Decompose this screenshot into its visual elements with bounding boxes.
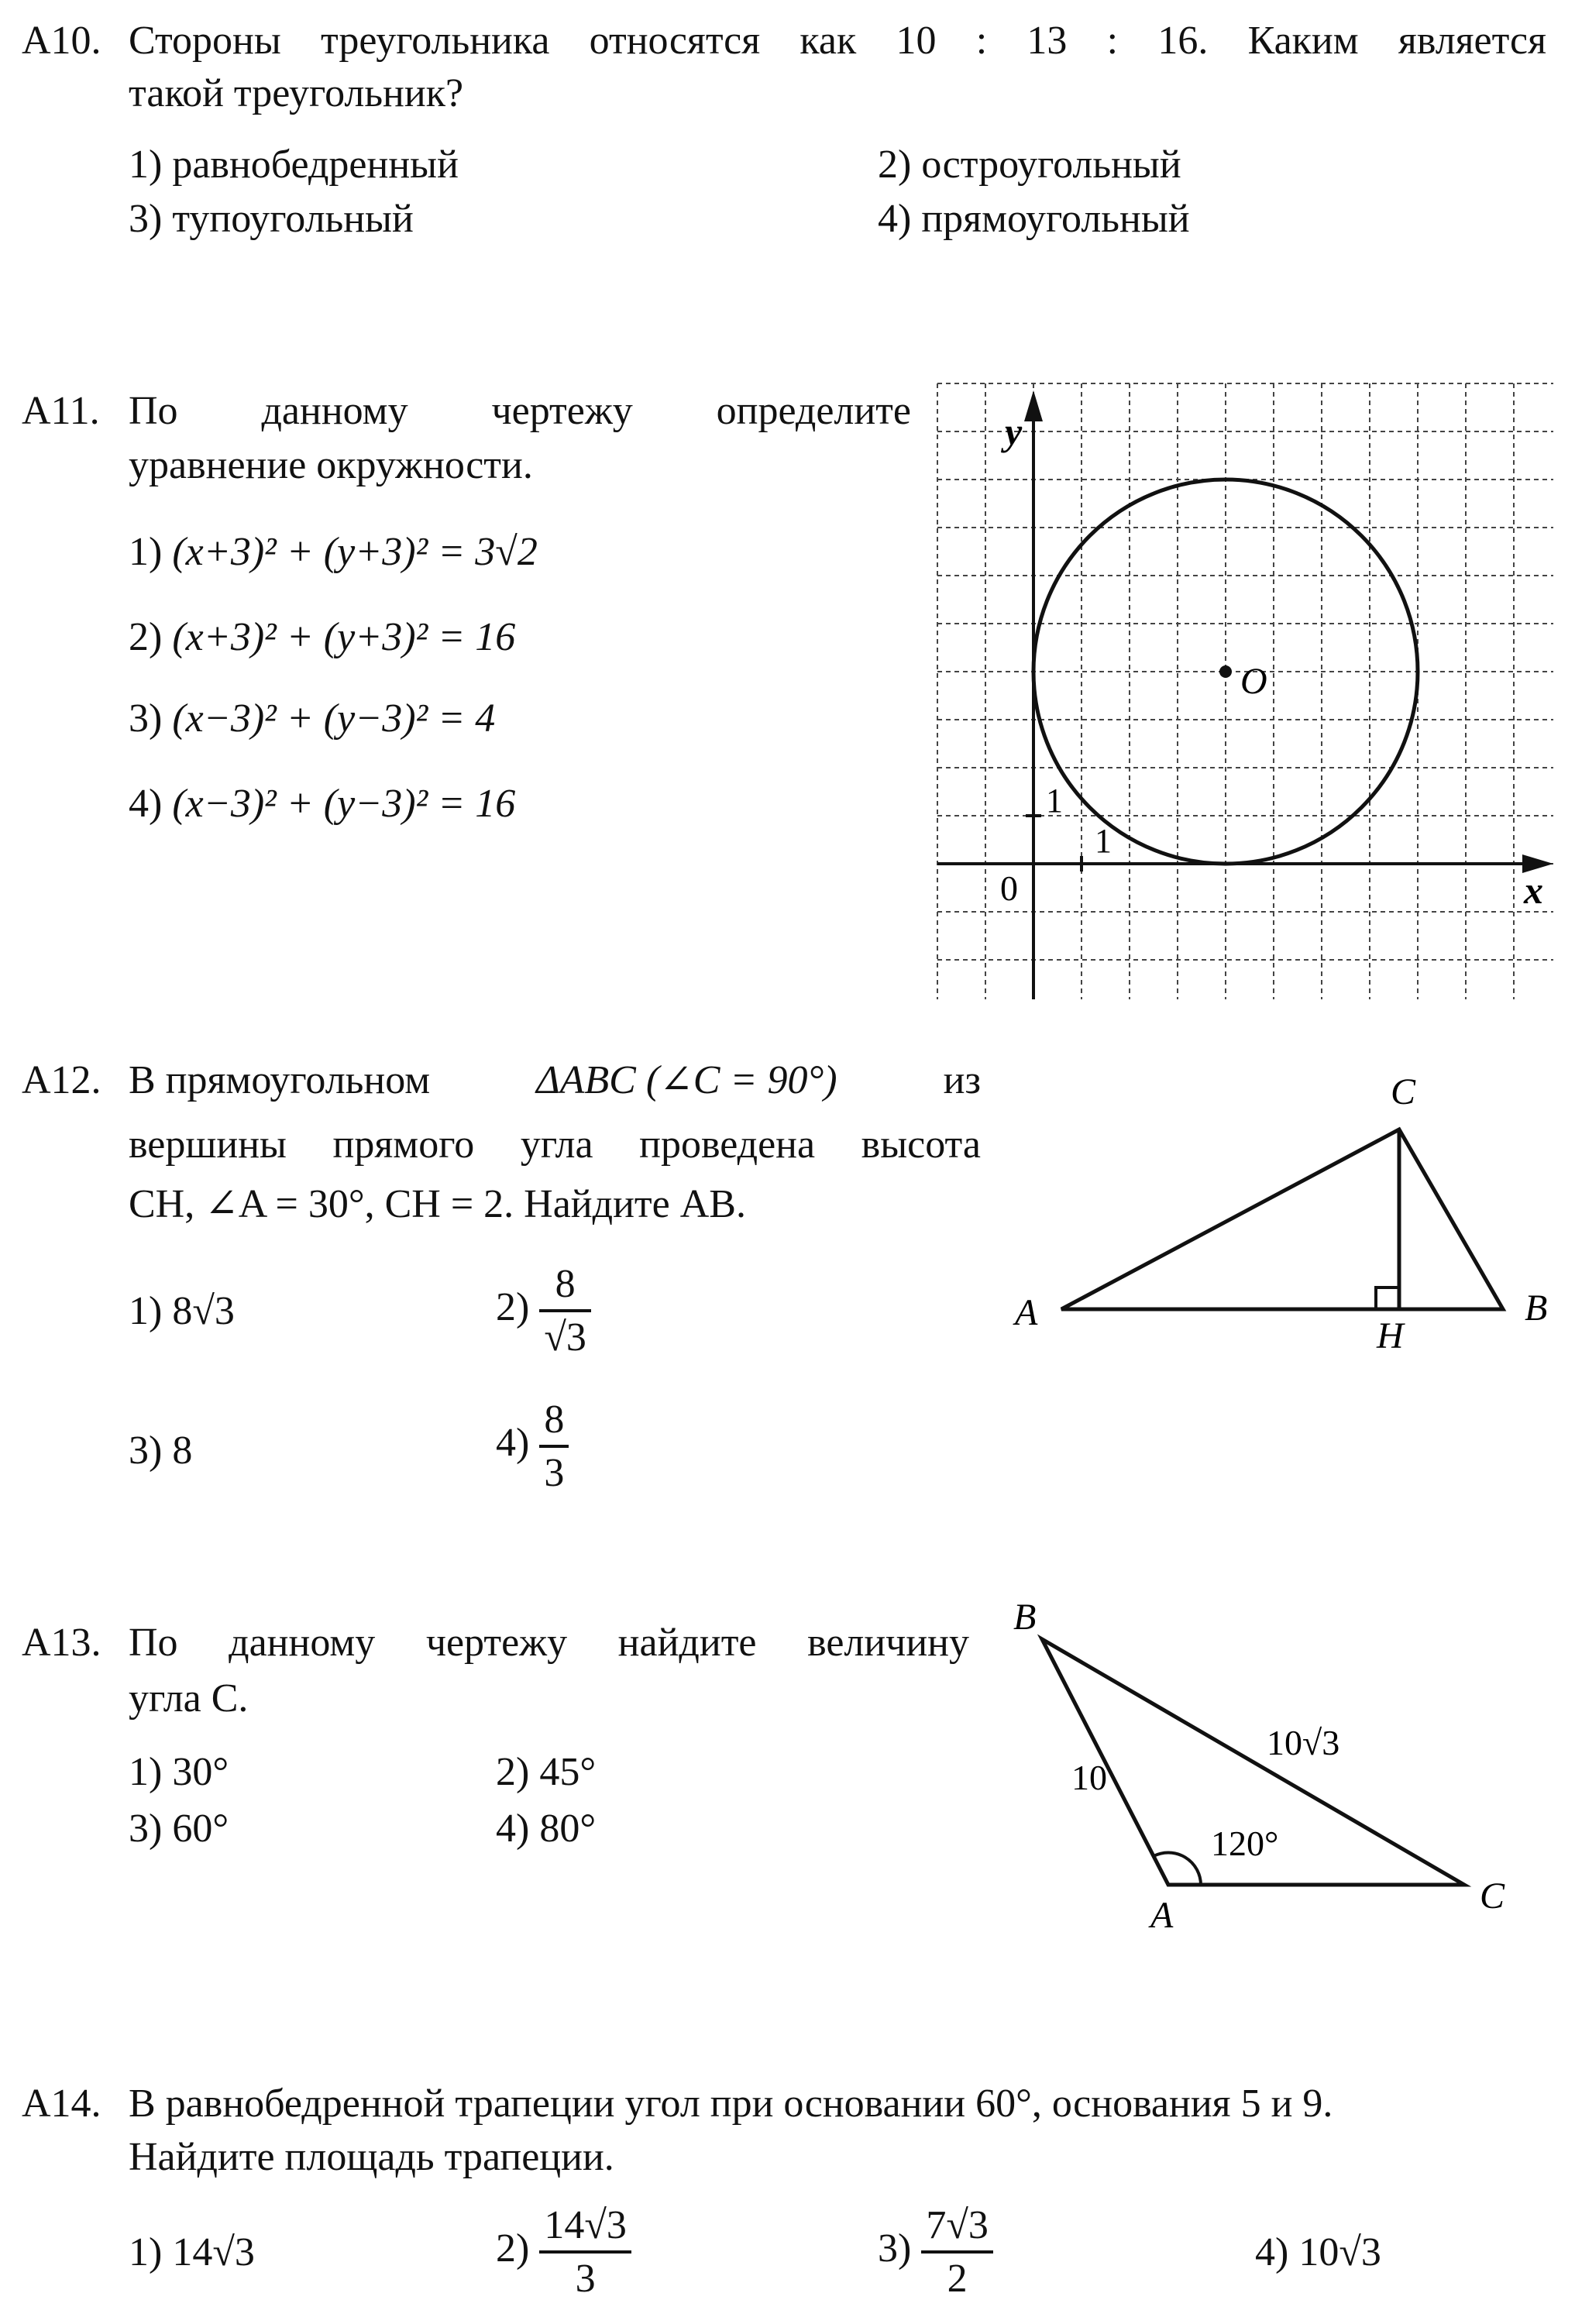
answer-option-3[interactable] <box>129 1803 229 1854</box>
equation-right: 16 <box>475 782 516 826</box>
fraction <box>539 2200 631 2304</box>
question-text-line2: уравнение окружности. <box>129 443 533 487</box>
fraction <box>539 1259 591 1363</box>
option-number: 1) <box>129 1289 163 1333</box>
fraction-denominator: 3 <box>539 1445 569 1498</box>
triangle-abc <box>1061 1129 1503 1309</box>
option-number: 4) <box>1255 2230 1289 2274</box>
equation-left: (x+3)² + (y+3)² = <box>172 615 466 659</box>
option-text: тупоугольный <box>172 197 414 241</box>
vertex-a-label: A <box>1015 1292 1038 1333</box>
option-number: 3) <box>129 1428 163 1473</box>
question-number: A11. <box>22 389 100 433</box>
option-number: 3) <box>129 197 163 241</box>
fraction-denominator: 2 <box>921 2250 993 2304</box>
fraction-numerator: 8 <box>544 1397 565 1442</box>
fraction-denominator: √3 <box>539 1309 591 1363</box>
equation-left: (x−3)² + (y−3)² = <box>172 782 466 826</box>
vertex-c-label: C <box>1391 1071 1416 1112</box>
text-segment: из <box>943 1058 981 1102</box>
option-text: 14√3 <box>172 2230 255 2274</box>
question-number: A12. <box>22 1058 101 1102</box>
option-number: 1) <box>129 143 163 187</box>
fraction <box>921 2200 993 2304</box>
y-unit-label: 1 <box>1046 782 1063 820</box>
question-text-line3: CH, ∠A = 30°, CH = 2. Найдите AB. <box>129 1182 746 1226</box>
fraction-numerator: 7√3 <box>926 2203 989 2247</box>
origin-label: 0 <box>1000 868 1018 908</box>
equation-right: 4 <box>475 696 496 741</box>
right-triangle-figure <box>999 1061 1557 1363</box>
answer-option-4[interactable] <box>878 194 1190 244</box>
option-number: 3) <box>129 1807 163 1851</box>
option-number: 1) <box>129 530 163 574</box>
question-text-line1: Стороны треугольника относятся как 10 : 13 : 16. Каким является <box>129 19 1546 63</box>
answer-option-3[interactable] <box>878 2200 993 2304</box>
option-number: 1) <box>129 1750 163 1794</box>
answer-option-2[interactable] <box>129 612 515 662</box>
question-text-line2: такой треугольник? <box>129 71 464 115</box>
option-text: 10√3 <box>1298 2230 1381 2274</box>
answer-option-1[interactable] <box>129 2227 255 2278</box>
right-angle-mark <box>1376 1287 1399 1309</box>
option-number: 3) <box>129 696 163 741</box>
option-number: 4) <box>496 1420 530 1465</box>
vertex-b-label: B <box>1525 1287 1548 1329</box>
option-text: 45° <box>539 1750 597 1794</box>
fraction <box>539 1394 569 1498</box>
answer-option-1[interactable] <box>129 139 459 190</box>
side-ab-label: 10 <box>1071 1758 1107 1797</box>
option-number: 4) <box>878 197 912 241</box>
equation-right: 3√2 <box>475 530 538 574</box>
answer-option-2[interactable] <box>496 1747 596 1797</box>
equation-left: (x−3)² + (y−3)² = <box>172 696 466 741</box>
question-number: A13. <box>22 1621 101 1665</box>
option-text: остроугольный <box>921 143 1181 187</box>
question-text-line1 <box>129 1055 981 1105</box>
option-text: 8 <box>172 1428 193 1473</box>
vertex-a-label: A <box>1150 1895 1174 1936</box>
option-number: 2) <box>878 143 912 187</box>
answer-option-4[interactable] <box>1255 2227 1381 2278</box>
answer-option-3[interactable] <box>129 693 495 744</box>
question-text-line1: По данному чертежу определите <box>129 389 911 433</box>
answer-option-3[interactable] <box>129 1425 192 1476</box>
option-number: 2) <box>496 1750 530 1794</box>
y-axis-arrow-icon <box>1024 390 1043 421</box>
fraction-denominator: 3 <box>539 2250 631 2304</box>
fraction-numerator: 8 <box>555 1262 576 1306</box>
question-text-line2: вершины прямого угла проведена высота <box>129 1122 981 1167</box>
option-text: 80° <box>539 1807 597 1851</box>
option-number: 2) <box>496 2226 530 2271</box>
answer-option-4[interactable] <box>129 779 515 829</box>
question-text-line2: угла C. <box>129 1676 249 1721</box>
answer-option-1[interactable] <box>129 527 538 577</box>
vertex-c-label: C <box>1480 1875 1505 1917</box>
option-text: 30° <box>172 1750 229 1794</box>
answer-option-4[interactable] <box>496 1394 569 1498</box>
option-number: 1) <box>129 2230 163 2274</box>
answer-option-2[interactable] <box>878 139 1181 190</box>
answer-option-1[interactable] <box>129 1286 235 1336</box>
option-number: 4) <box>496 1807 530 1851</box>
text-segment: В прямоугольном <box>129 1058 431 1102</box>
x-axis-label: x <box>1524 868 1543 912</box>
option-text: 8√3 <box>172 1289 235 1333</box>
question-text-line1: В равнобедренной трапеции угол при основании 60°, основания 5 и 9. <box>129 2082 1333 2126</box>
answer-option-2[interactable] <box>496 2200 631 2304</box>
vertex-b-label: B <box>1013 1597 1037 1638</box>
option-number: 4) <box>129 782 163 826</box>
option-number: 2) <box>496 1284 530 1329</box>
equation-right: 16 <box>475 615 516 659</box>
question-number: A14. <box>22 2082 101 2126</box>
option-number: 2) <box>129 615 163 659</box>
math-segment: ΔABC (∠C = 90°) <box>536 1058 837 1102</box>
option-text: равнобедренный <box>172 143 459 187</box>
obtuse-triangle-figure <box>999 1592 1557 1941</box>
question-number: A10. <box>22 19 101 63</box>
angle-a-label: 120° <box>1211 1824 1279 1863</box>
center-point <box>1219 665 1232 678</box>
answer-option-1[interactable] <box>129 1747 229 1797</box>
option-text: 60° <box>172 1807 229 1851</box>
option-text: прямоугольный <box>921 197 1190 241</box>
answer-option-4[interactable] <box>496 1803 596 1854</box>
point-h-label: H <box>1377 1315 1404 1356</box>
answer-option-2[interactable] <box>496 1259 591 1363</box>
circle-on-grid-figure <box>934 380 1561 1007</box>
x-unit-label: 1 <box>1095 822 1112 860</box>
option-number: 3) <box>878 2226 912 2271</box>
fraction-numerator: 14√3 <box>544 2203 627 2247</box>
answer-option-3[interactable] <box>129 194 414 244</box>
equation-left: (x+3)² + (y+3)² = <box>172 530 466 574</box>
side-bc-label: 10√3 <box>1267 1723 1340 1762</box>
y-axis-label: y <box>1005 410 1023 453</box>
question-text-line2: Найдите площадь трапеции. <box>129 2135 614 2179</box>
center-label: O <box>1240 661 1267 702</box>
question-text-line1: По данному чертежу найдите величину <box>129 1621 969 1665</box>
